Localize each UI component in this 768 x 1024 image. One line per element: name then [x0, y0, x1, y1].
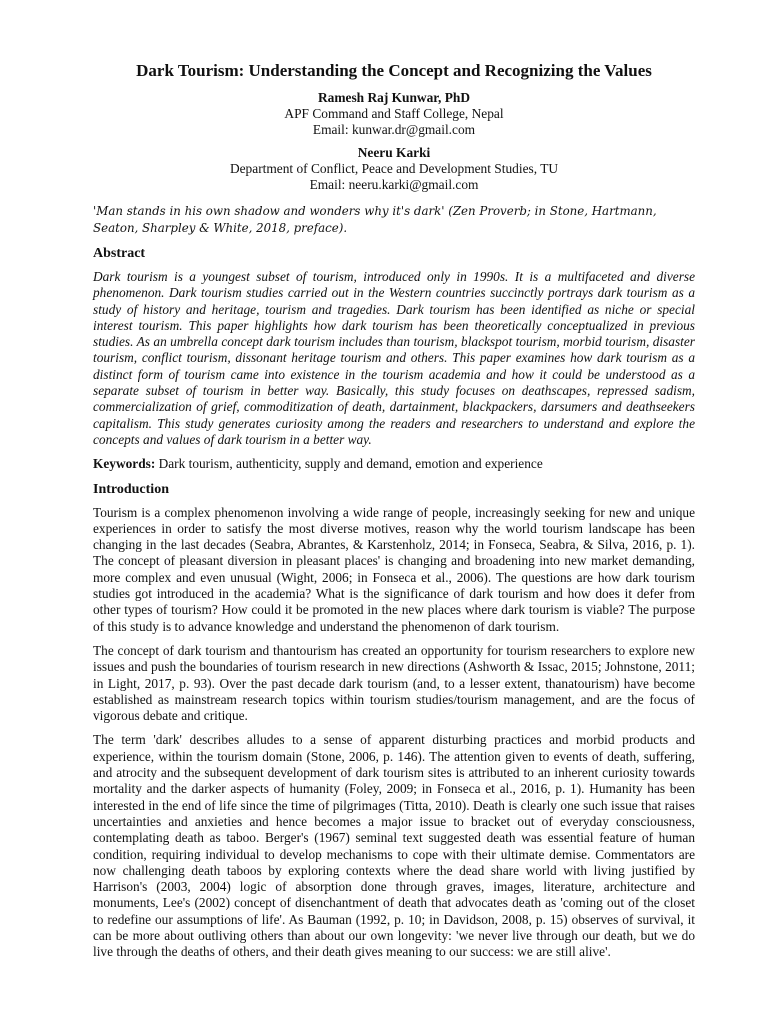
abstract-heading: Abstract — [93, 246, 146, 261]
paper-title: Dark Tourism: Understanding the Concept and Recognizing the Values — [136, 61, 652, 80]
introduction-paragraph: The term 'dark' describes alludes to a sense of apparent disturbing practices and morbid products and experience, within the tourism domain (Stone, 2006, p. 146). The attention given to events of death, suffering, and atrocity and the subsequent development of dark tourism sites is attributed to an inherent curiosity towards mortality and the darker aspects of humanity (Foley, 2009; in Fonseca et al., 2016, p. 1). Humanity has been interested in the end of life since the time of pilgrimages (Titta, 2010). Death is clearly one such issue that raises uncertainties and anxieties and hence becomes a major issue to bracket out of everyday consciousness, contemplating death as taboo. Berger's (1967) seminal text suggested death was essential feature of human condition, requiring individual to develop mechanisms to cope with their ultimate demise. Commentators are now challenging death taboos by exploring contexts where the dead share world with living justified by Harrison's (2003, 2004) logic of absorption done through graves, images, literature, architecture and monuments, Lee's (2002) concept of disenchantment of death that advocates death as 'coming out of the closet to redefine our assumptions of life'. As Bauman (1992, p. 10; in Davidson, 2008, p. 15) observes of survival, it can be more about outliving others than about our own longevity: 'we never live through our death, but we do live through the deaths of others, and their death gives meaning to our success: we are still alive'. — [93, 732, 695, 960]
abstract-text: Dark tourism is a youngest subset of tourism, introduced only in 1990s. It is a multifaceted and diverse phenomenon. Dark tourism studies carried out in the Western countries succinctly portrays dark tourism as a study of history and heritage, tourism and tragedies. Dark tourism has been identified as niche or special interest tourism. This paper highlights how dark tourism has been theoretically conceptualized in previous studies. As an umbrella concept dark tourism includes than tourism, blackspot tourism, morbid tourism, disaster tourism, conflict tourism, dissonant heritage tourism and others. This paper examines how dark tourism as a distinct form of tourism came into existence in the tourism academia and how it could be understood as a separate subset of tourism in better way. Basically, this study focuses on deathscapes, repressed sadism, commercialization of grief, commoditization of death, dartainment, blackpackers, darsumers and deathseekers capitalism. This study generates curiosity among the readers and researchers to understand and explore the concepts and values of dark tourism in a better way. — [93, 269, 695, 447]
author-block-1 — [93, 90, 695, 138]
author-email: Email: neeru.karki@gmail.com — [309, 177, 479, 192]
introduction-paragraph: The concept of dark tourism and thantourism has created an opportunity for tourism researchers to explore new issues and push the boundaries of tourism research in new directions (Ashworth & Issac, 2015; Johnstone, 2011; in Light, 2017, p. 93). Over the past decade dark tourism (and, to a lesser extent, thanatourism) have become established as mainstream research topics within tourism studies/tourism management, and are the focus of vigorous debate and critique. — [93, 642, 695, 724]
author-name: Neeru Karki — [357, 145, 431, 160]
author-name: Ramesh Raj Kunwar, PhD — [317, 90, 471, 105]
author-affiliation: APF Command and Staff College, Nepal — [284, 106, 504, 121]
epigraph-quote: 'Man stands in his own shadow and wonders why it's dark' (Zen Proverb; in Stone, Hartmann, Seaton, Sharpley & White, 2018, preface). — [93, 204, 657, 235]
author-affiliation: Department of Conflict, Peace and Development Studies, TU — [229, 161, 559, 176]
keywords-label: Keywords: — [93, 456, 156, 472]
introduction-heading: Introduction — [93, 481, 169, 497]
author-block-2 — [93, 145, 695, 193]
keywords-text: Dark tourism, authenticity, supply and demand, emotion and experience — [155, 456, 543, 472]
keywords-line — [93, 456, 695, 472]
introduction-paragraph: Tourism is a complex phenomenon involving a wide range of people, increasingly seeking for new and unique experiences in order to satisfy the most diverse motives, reason why the world tourism landscape has been changing in the last decades (Seabra, Abrantes, & Karstenholz, 2014; in Fonseca, Seabra, & Silva, 2016, p. 1). The concept of pleasant diversion in pleasant places' is changing and broadening into new market demanding, more complex and even unusual (Wight, 2006; in Fonseca et al., 2006). The questions are how dark tourism studies got introduced in the academia? What is the significance of dark tourism and how does it defer from other types of tourism? How could it be promoted in the new places where dark tourism is viable? The purpose of this study is to advance knowledge and understand the phenomenon of dark tourism. — [93, 504, 695, 634]
author-email: Email: kunwar.dr@gmail.com — [312, 122, 476, 137]
